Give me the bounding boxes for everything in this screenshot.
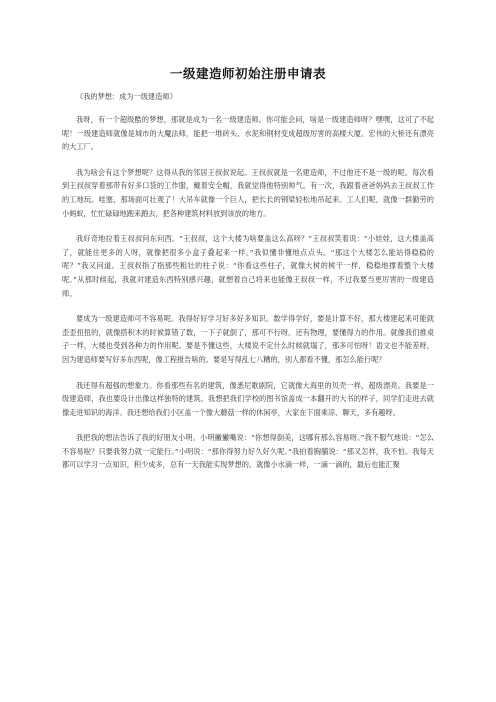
paragraph-4: 要成为一级建造师可不容易呢。我得好好学习好多好多知识。数学得学好，要是计算不好，那大楼建起来可能就歪歪扭扭的，就像搭积木的时候算错了数，一下子就倒了，那可不行呀。还有物理，要懂得力的作用。就像我们推桌子一样，大楼也受到各种力的作用呢。要是不懂这些，大楼说不定什么时候就塌了，那多可怕呀！语文也不能差呀，因为建造师要写好多东西呢，像工程报告啥的。要是写得乱七八糟的，别人都看不懂，那怎么能行呢？ xyxy=(62,314,434,364)
paragraph-2: 我为啥会有这个梦想呢？这得从我的邻居王叔叔说起。王叔叔就是一名建造师，不过他还不是一级的呢。每次看到王叔叔穿着那带有好多口袋的工作服，戴着安全帽，我就觉得他特别帅气。有一次，我跟着爸爸妈妈去王叔叔工作的工地玩。哇塞，那场面可壮观了！大吊车就像一个巨人，把长长的钢梁轻松地吊起来。工人们呢，就像一群勤劳的小蚂蚁，忙忙碌碌地跑来跑去，把各种建筑材料放到该放的地方。 xyxy=(62,167,434,218)
paragraph-1: 我呀，有一个超级酷的梦想，那就是成为一名一级建造师。你可能会问，啥是一级建造师呀？嘿嘿，这可了不起呢！一级建造师就像是城市的大魔法师，能把一堆砖头、水泥和钢材变成超级厉害的高楼大厦、宏伟的大桥还有漂亮的大工厂。 xyxy=(62,115,434,152)
document-subtitle: 《我的梦想：成为一级建造师》 xyxy=(76,92,177,101)
document-title: 一级建造师初始注册申请表 xyxy=(169,66,326,81)
paragraph-3: 我好奇地拉着王叔叔问东问西。“王叔叔，这个大楼为啥要盖这么高呀？”王叔叔笑着说：“小娃娃，这大楼盖高了，就能住更多的人呀，就像把很多小盒子叠起来一样。”我似懂非懂地点点头。“那这个大楼怎么能站得稳稳的呢？”我又问道。王叔叔指了指那些粗壮的柱子说：“你看这些柱子，就像大树的树干一样，稳稳地撑着整个大楼呢。”从那时候起，我就对建造东西特别感兴趣，就想着自己将来也能像王叔叔一样，不过我要当更厉害的一级建造师。 xyxy=(62,234,434,298)
paragraph-5: 我还得有超强的想象力。你看那些有名的建筑，像悉尼歌剧院，它就像大海里的贝壳一样，超级漂亮。我要是一级建造师，我也要设计出像这样独特的建筑。我想把我们学校的图书馆盖成一本翻开的大书的样子，同学们走进去就像走进知识的海洋。我还想给我们小区盖一个像大蘑菇一样的休闲亭，大家在下面乘凉、聊天，多有趣呀。 xyxy=(62,380,434,417)
paragraph-6: 我把我的想法告诉了我的好朋友小明。小明撇撇嘴说：“你想得倒美，这哪有那么容易呀。”我不服气地说：“怎么不容易啦？只要我努力就一定能行。”小明说：“那你得努力好久好久呢。”我拍着胸脯说：“那又怎样，我不怕。我每天都可以学习一点知识，积少成多，总有一天我能实现梦想的。就像小水滴一样，一滴一滴的，最后也能汇聚 xyxy=(62,433,434,470)
